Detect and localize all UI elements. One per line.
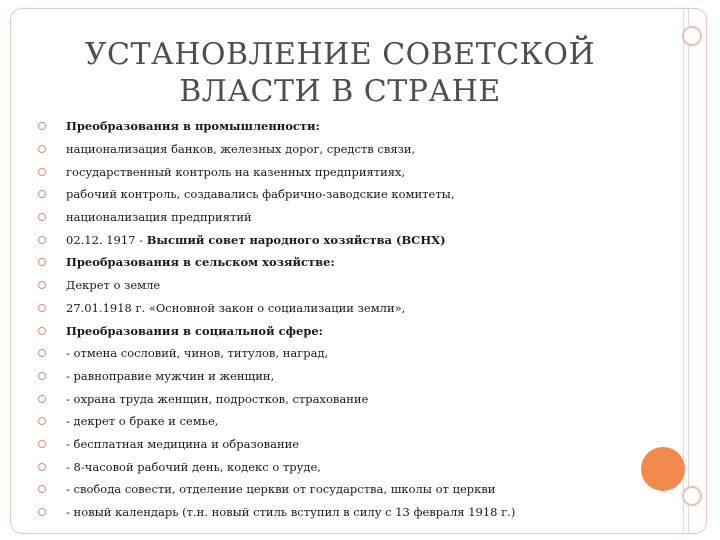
list-item	[38, 342, 678, 365]
bullet-list	[38, 115, 678, 523]
bullet-circle-icon	[38, 213, 46, 221]
list-item-text	[66, 165, 405, 179]
decorative-ring-bottom	[682, 486, 702, 506]
list-item-text	[66, 142, 415, 156]
list-item-text	[66, 233, 446, 247]
list-item-text	[66, 482, 495, 496]
list-item-text	[66, 460, 321, 474]
list-item	[38, 455, 678, 478]
list-item	[38, 183, 678, 206]
bullet-circle-icon	[38, 485, 46, 493]
bullet-circle-icon	[38, 122, 46, 130]
text-segment: рабочий контроль, создавались фабрично-заводские комитеты,	[66, 187, 455, 202]
list-item-text	[66, 324, 323, 338]
bullet-circle-icon	[38, 349, 46, 357]
bullet-circle-icon	[38, 463, 46, 471]
text-segment: Декрет о земле	[66, 278, 161, 293]
list-item	[38, 410, 678, 433]
text-segment: - бесплатная медицина и образование	[66, 436, 300, 451]
list-item	[38, 433, 678, 456]
list-item-text	[66, 346, 328, 360]
list-item-text	[66, 187, 455, 201]
bullet-circle-icon	[38, 168, 46, 176]
list-item	[38, 138, 678, 161]
bullet-circle-icon	[38, 327, 46, 335]
list-item-text	[66, 505, 515, 519]
text-segment: - 8-часовой рабочий день, кодекс о труде,	[66, 459, 321, 474]
list-item-text	[66, 210, 252, 224]
text-segment: - новый календарь (т.н. новый стиль вступил в силу с 13 февраля 1918 г.)	[66, 505, 516, 520]
decorative-ring-top	[682, 26, 702, 46]
bold-text: Преобразования в сельском хозяйстве:	[66, 255, 335, 270]
list-item	[38, 478, 678, 501]
text-segment: - отмена сословий, чинов, титулов, наград,	[66, 346, 329, 361]
list-item	[38, 160, 678, 183]
text-segment: государственный контроль на казенных предприятиях,	[66, 164, 406, 179]
bullet-circle-icon	[38, 281, 46, 289]
list-item-text	[66, 278, 160, 292]
text-segment: - равноправие мужчин и женщин,	[66, 368, 275, 383]
decorative-rule	[683, 8, 684, 534]
list-item	[38, 115, 678, 138]
bold-text: Преобразования в социальной сфере:	[66, 323, 323, 338]
text-segment: национализация предприятий	[66, 210, 252, 225]
list-item-text	[66, 437, 299, 451]
list-item	[38, 365, 678, 388]
bullet-circle-icon	[38, 236, 46, 244]
decorative-rule	[688, 8, 689, 534]
bullet-circle-icon	[38, 145, 46, 153]
list-item-text	[66, 255, 335, 269]
text-segment: 02.12. 1917 -	[66, 232, 147, 247]
bullet-circle-icon	[38, 395, 46, 403]
bullet-circle-icon	[38, 190, 46, 198]
list-item-text	[66, 369, 274, 383]
text-segment: - декрет о браке и семье,	[66, 414, 219, 429]
bullet-circle-icon	[38, 417, 46, 425]
list-item	[38, 387, 678, 410]
bullet-circle-icon	[38, 372, 46, 380]
bullet-circle-icon	[38, 258, 46, 266]
list-item	[38, 297, 678, 320]
text-segment: 27.01.1918 г. «Основной закон о социализации земли»,	[66, 300, 406, 315]
list-item	[38, 319, 678, 342]
list-item	[38, 274, 678, 297]
list-item	[38, 206, 678, 229]
list-item-text	[66, 301, 405, 315]
text-segment: - свобода совести, отделение церкви от государства, школы от церкви	[66, 482, 496, 497]
bullet-circle-icon	[38, 508, 46, 516]
list-item	[38, 501, 678, 524]
list-item	[38, 228, 678, 251]
list-item	[38, 251, 678, 274]
bold-text: Преобразования в промышленности:	[66, 119, 320, 134]
list-item-text	[66, 392, 368, 406]
bold-text: Высший совет народного хозяйства (ВСНХ)	[146, 232, 446, 247]
slide-title: УСТАНОВЛЕНИЕ СОВЕТСКОЙ ВЛАСТИ В СТРАНЕ	[84, 37, 596, 109]
text-segment: национализация банков, железных дорог, средств связи,	[66, 142, 416, 157]
text-segment: - охрана труда женщин, подростков, страхование	[66, 391, 369, 406]
list-item-text	[66, 414, 218, 428]
bullet-circle-icon	[38, 440, 46, 448]
bullet-circle-icon	[38, 304, 46, 312]
list-item-text	[66, 119, 320, 133]
